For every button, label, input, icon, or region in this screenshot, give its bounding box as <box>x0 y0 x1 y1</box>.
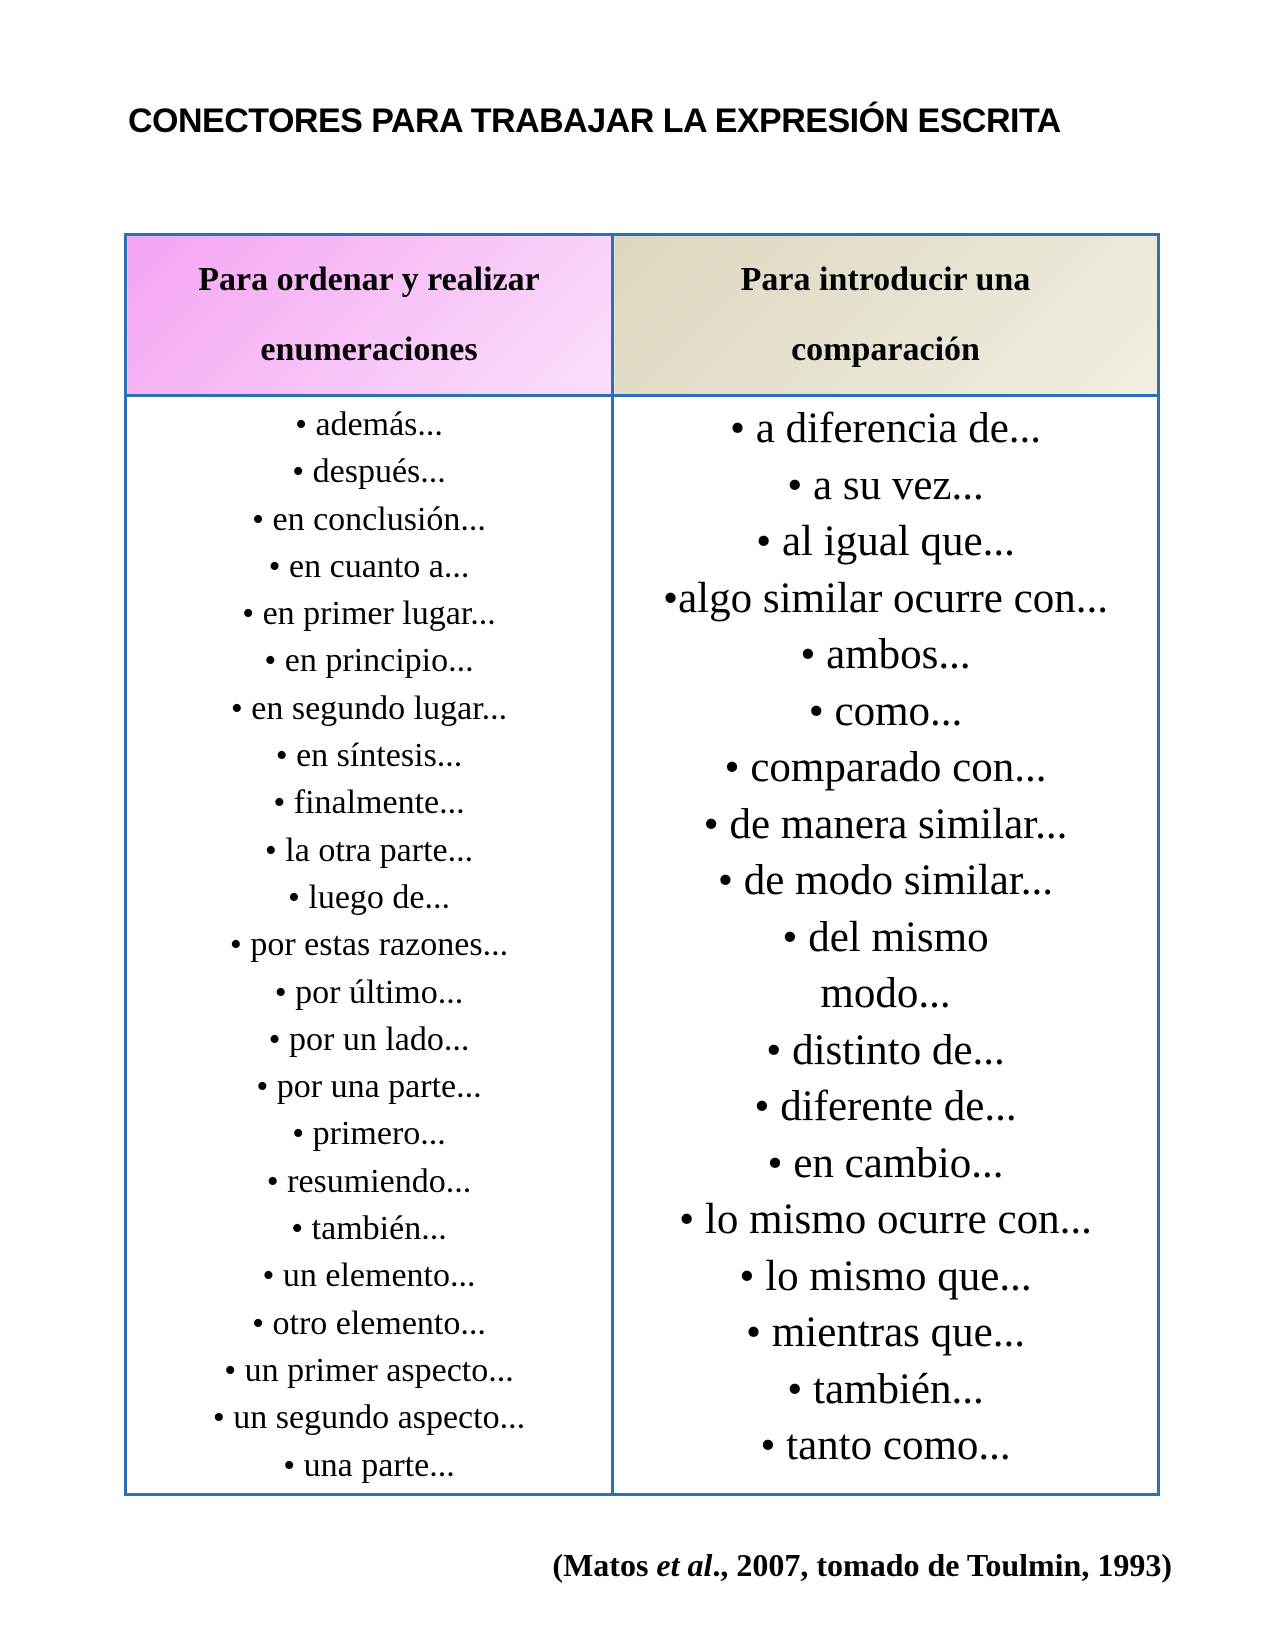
list-item: • otro elemento... <box>252 1304 486 1342</box>
list-item: • como... <box>808 687 963 735</box>
comparison-list <box>614 397 1157 1475</box>
list-item: • tanto como... <box>760 1422 1011 1469</box>
page-title: CONECTORES PARA TRABAJAR LA EXPRESIÓN ESCRITA <box>128 102 1061 140</box>
list-item: • diferente de... <box>754 1083 1017 1130</box>
list-item: • en primer lugar... <box>242 595 496 633</box>
list-item: • a diferencia de... <box>729 405 1042 452</box>
list-item: • luego de... <box>287 878 451 916</box>
list-item: • en segundo lugar... <box>230 689 508 727</box>
header-line: Para introducir una <box>740 261 1031 298</box>
list-item: • por último... <box>274 973 464 1011</box>
list-item: • por una parte... <box>256 1068 482 1106</box>
list-item: • comparado con... <box>724 744 1047 791</box>
list-item: • en síntesis... <box>275 737 463 775</box>
list-item: • en cambio... <box>767 1139 1004 1187</box>
citation <box>552 1547 1172 1584</box>
list-item: modo... <box>820 970 951 1017</box>
comparison-column <box>613 396 1159 1495</box>
list-item: • del mismo <box>782 913 989 961</box>
enumeration-column <box>126 396 613 1495</box>
list-item: • en principio... <box>264 642 474 680</box>
list-item: • una parte... <box>283 1446 455 1484</box>
list-item: • a su vez... <box>787 461 984 509</box>
list-item: • la otra parte... <box>264 831 474 869</box>
table-body-row <box>126 396 1159 1495</box>
list-item: • un segundo aspecto... <box>212 1399 526 1437</box>
header-line: Para ordenar y realizar <box>198 261 540 298</box>
list-item: • por un lado... <box>268 1020 470 1058</box>
header-comparacion <box>613 235 1159 396</box>
list-item: • finalmente... <box>273 784 465 822</box>
list-item: • resumiendo... <box>266 1162 472 1200</box>
list-item: • por estas razones... <box>229 926 509 964</box>
list-item: • un primer aspecto... <box>224 1351 514 1389</box>
list-item: • al igual que... <box>756 518 1015 565</box>
citation-part: (Matos <box>552 1547 657 1583</box>
citation-part: ., 2007, tomado de Toulmin, 1993) <box>712 1547 1172 1583</box>
connectors-table <box>124 233 1160 1496</box>
header-ordenar <box>126 235 613 396</box>
table-header-row <box>126 235 1159 396</box>
list-item: • un elemento... <box>262 1257 476 1295</box>
list-item: • lo mismo que... <box>739 1252 1032 1300</box>
list-item: • también... <box>291 1210 447 1248</box>
citation-italic: et al <box>656 1547 713 1583</box>
list-item: • de modo similar... <box>717 857 1054 904</box>
header-line: comparación <box>791 331 980 368</box>
list-item: • después... <box>292 453 446 491</box>
list-item: • además... <box>295 406 443 443</box>
list-item: • mientras que... <box>746 1309 1025 1356</box>
list-item: • lo mismo ocurre con... <box>679 1196 1092 1243</box>
list-item: • también... <box>787 1365 984 1413</box>
header-line: enumeraciones <box>260 331 478 368</box>
enumeration-list <box>127 397 611 1489</box>
list-item: •algo similar ocurre con... <box>663 574 1108 622</box>
list-item: • ambos... <box>800 631 971 678</box>
list-item: • distinto de... <box>766 1026 1005 1074</box>
list-item: • en cuanto a... <box>268 547 470 585</box>
list-item: • en conclusión... <box>252 500 486 538</box>
list-item: • primero... <box>292 1115 446 1153</box>
list-item: • de manera similar... <box>703 800 1068 848</box>
